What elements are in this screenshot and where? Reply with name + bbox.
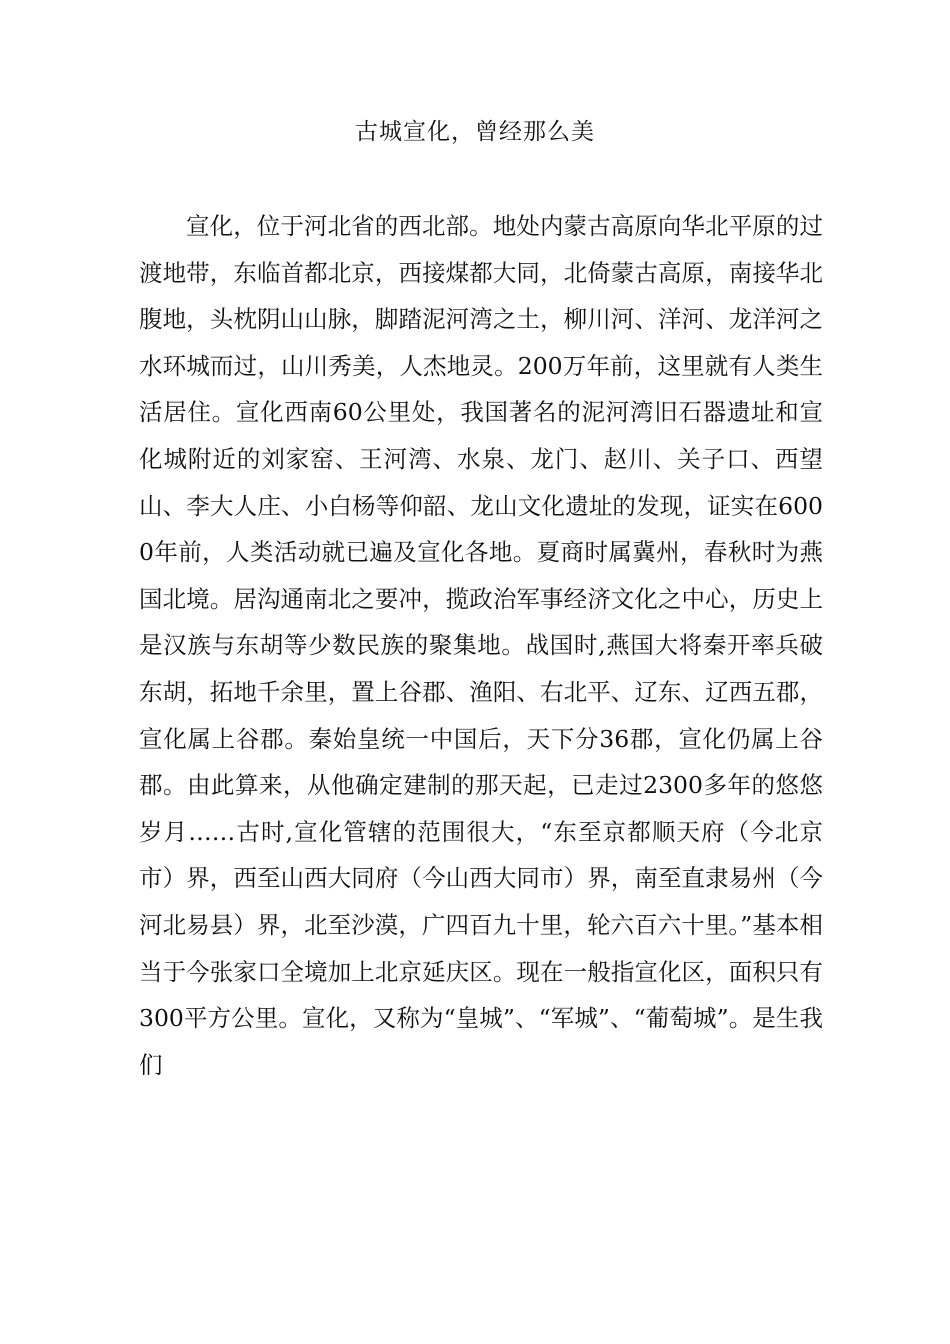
document-title: 古城宣化，曾经那么美 bbox=[355, 119, 595, 145]
body-paragraph: 宣化，位于河北省的西北部。地处内蒙古高原向华北平原的过渡地带，东临首都北京，西接煤都大同，北倚蒙古高原，南接华北腹地，头枕阴山山脉，脚踏泥河湾之土，柳川河、洋河、龙洋河之水环城而过，山川秀美，人杰地灵。200万年前，这里就有人类生活居住。宣化西南60公里处，我国著名的泥河湾旧石器遗址和宣化城附近的刘家窑、王河湾、水泉、龙门、赵川、关子口、西望山、李大人庄、小白杨等仰韶、龙山文化遗址的发现，证实在6000年前，人类活动就已遍及宣化各地。夏商时属冀州，春秋时为燕国北境。居沟通南北之要冲，揽政治军事经济文化之中心，历史上是汉族与东胡等少数民族的聚集地。战国时,燕国大将秦开率兵破东胡，拓地千余里，置上谷郡、渔阳、右北平、辽东、辽西五郡，宣化属上谷郡。秦始皇统一中国后，天下分36郡，宣化仍属上谷郡。由此算来，从他确定建制的那天起，已走过2300多年的悠悠岁月……古时,宣化管辖的范围很大，“东至京都顺天府（今北京市）界，西至山西大同府（今山西大同市）界，南至直隶易州（今河北易县）界，北至沙漠，广四百九十里，轮六百六十里。”基本相当于今张家口全境加上北京延庆区。现在一般指宣化区，面积只有300平方公里。宣化，又称为“皇城”、“军城”、“葡萄城”。是生我们 bbox=[139, 212, 823, 1079]
